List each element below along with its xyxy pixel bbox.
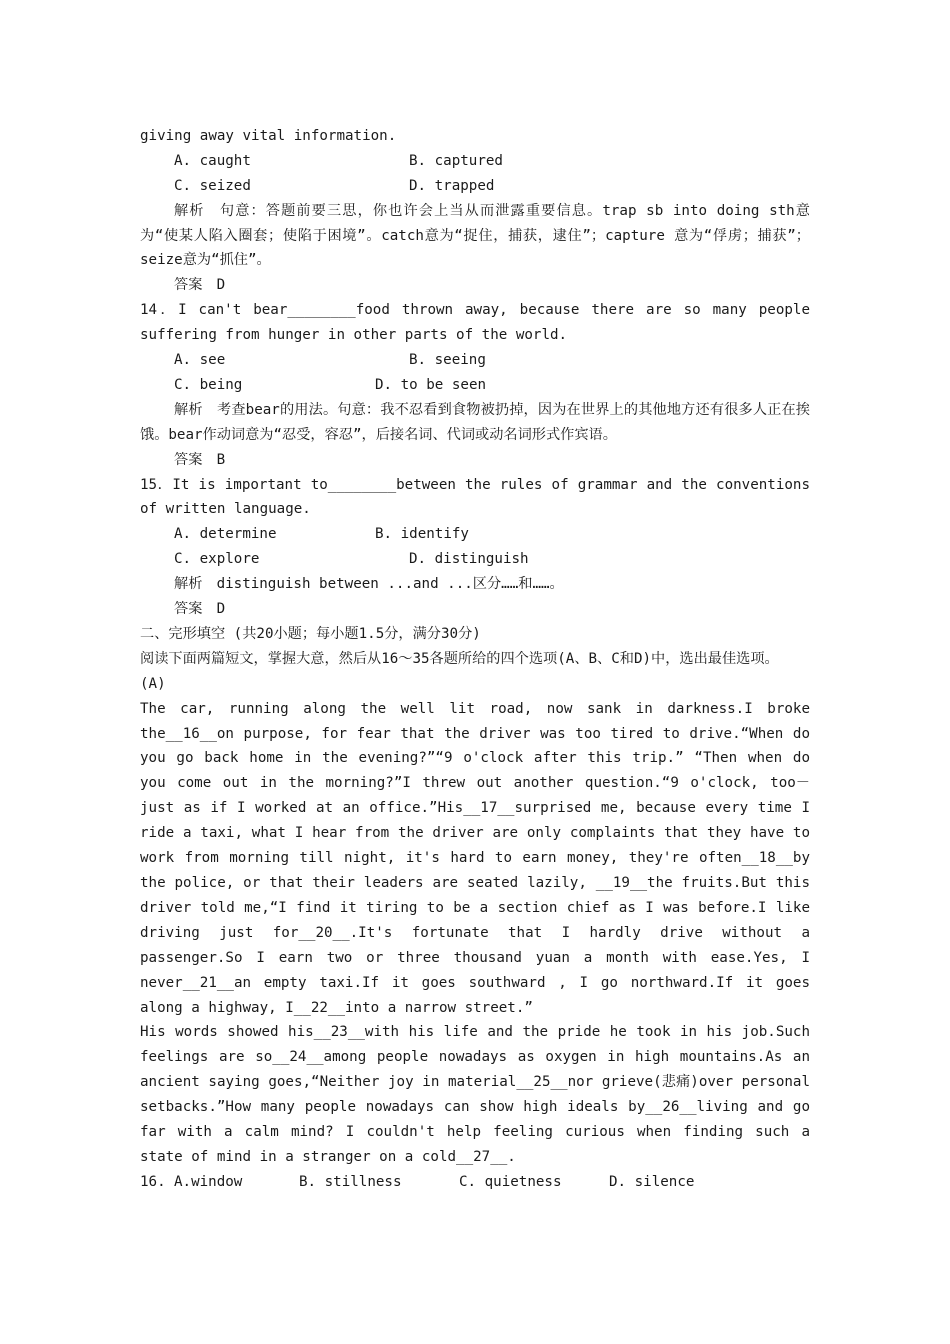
q15-options-row1 <box>140 522 810 547</box>
q16-option-b: B. stillness <box>299 1173 402 1190</box>
q16-option-c: C. quietness <box>459 1173 562 1190</box>
q13-options-row2 <box>140 174 810 199</box>
q13-analysis: 解析 句意：答题前要三思，你也许会上当从而泄露重要信息。trap sb into doing sth意为“使某人陷入圈套；使陷于困境”。catch意为“捉住，捕获，逮住”；capture 意为“俘虏；捕获”；seize意为“抓住”。 <box>140 202 810 269</box>
q13-option-c: C. seized <box>174 177 251 194</box>
q14-option-c: C. being <box>174 376 243 393</box>
q15-option-d: D. distinguish <box>409 551 529 568</box>
q13-answer: 答案 D <box>174 277 226 294</box>
q15-options-row2 <box>140 547 810 572</box>
q14-option-d: D. to be seen <box>375 376 487 393</box>
q13-option-d: D. trapped <box>409 177 495 194</box>
q14-option-a: A. see <box>174 352 226 369</box>
q16-option-d: D. silence <box>609 1173 695 1190</box>
q13-stem-end: giving away vital information. <box>140 128 397 144</box>
q14-answer: 答案 B <box>174 451 226 468</box>
passage-label: (A) <box>140 675 166 692</box>
q14-stem: 14．I can't bear________food thrown away, because there are so many people suffering from hunger in other parts of the world. <box>140 302 810 344</box>
q14-options-row2 <box>140 373 810 398</box>
q15-answer: 答案 D <box>174 601 226 618</box>
passage-paragraph-2: His words showed his__23__with his life and the pride he took in his job.Such feelings are so__24__among people nowadays as oxygen in high mountains.As an ancient saying goes,“Neither joy in material__25__nor grieve(悲痛)over personal setbacks.”How many people nowadays can show high ideals by__26__living and go far with a calm mind? I couldn't help feeling curious when finding such a state of mind in a stranger on a cold__27__. <box>140 1024 810 1165</box>
q13-option-a: A. caught <box>174 152 251 169</box>
q14-analysis: 解析 考查bear的用法。句意：我不忍看到食物被扔掉，因为在世界上的其他地方还有很多人正在挨饿。bear作动词意为“忍受，容忍”，后接名词、代词或动名词形式作宾语。 <box>140 401 810 443</box>
q13-option-b: B. captured <box>409 152 503 169</box>
q15-option-a: A. determine <box>174 526 277 543</box>
q16-number: 16. <box>140 1173 166 1190</box>
q15-analysis: 解析 distinguish between ...and ...区分……和……。 <box>174 576 564 593</box>
q15-stem: 15．It is important to________between the rules of grammar and the conventions of written language. <box>140 476 810 518</box>
q14-option-b: B. seeing <box>409 352 486 369</box>
q14-options-row1 <box>140 348 810 373</box>
q13-options-row1 <box>140 149 810 174</box>
q15-option-b: B. identify <box>375 526 469 543</box>
section-heading: 二、完形填空 (共20小题；每小题1.5分，满分30分) <box>140 625 481 642</box>
q16-options <box>140 1170 810 1195</box>
document-page <box>140 124 810 1195</box>
q16-option-a: A.window <box>174 1173 243 1190</box>
passage-paragraph-1: The car, running along the well lit road, now sank in darkness.I broke the__16__on purpose, for fear that the driver was too tired to drive.“When do you go back home in the evening?”“9 o'clock after this trip.” “Then when do you come out in the morning?”I threw out another question.“9 o'clock, too－just as if I worked at an office.”His__17__surprised me, because every time I ride a taxi, what I hear from the driver are only complaints that they have to work from morning till night, it's hard to earn money, they're often__18__by the police, or that their leaders are seated lazily, __19__the fruits.But this driver told me,“I find it tiring to be a section chief as I was before.I like driving just for__20__.It's fortunate that I hardly drive without a passenger.So I earn two or three thousand yuan a month with ease.Yes, I never__21__an empty taxi.If it goes southward , I go northward.If it goes along a highway, I__22__into a narrow street.” <box>140 700 810 1016</box>
q15-option-c: C. explore <box>174 551 260 568</box>
section-instruction: 阅读下面两篇短文，掌握大意，然后从16～35各题所给的四个选项(A、B、C和D)中，选出最佳选项。 <box>140 650 779 667</box>
